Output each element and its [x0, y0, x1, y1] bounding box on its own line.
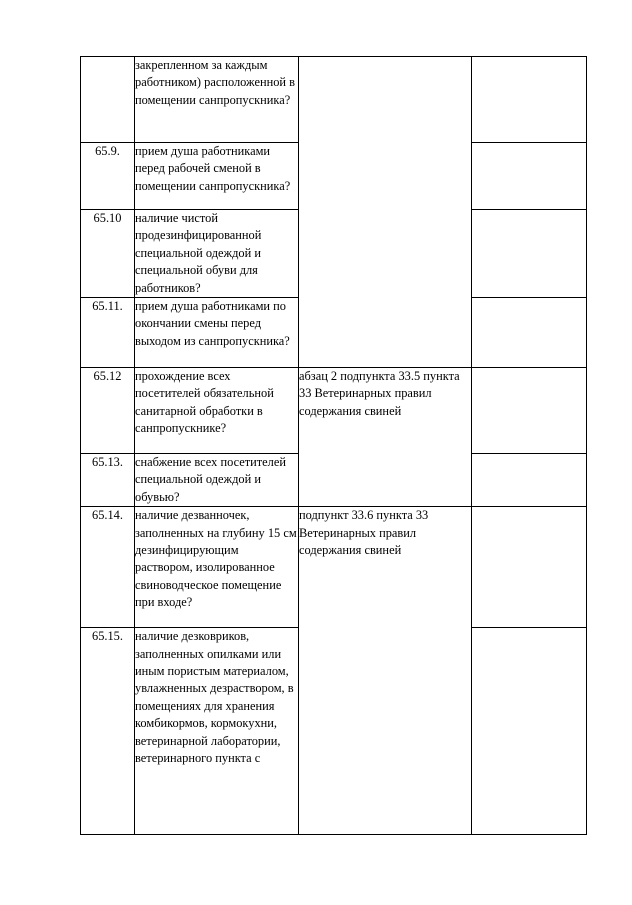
row-number: 65.12	[81, 368, 135, 454]
row-number	[81, 57, 135, 143]
answer-cell	[472, 454, 587, 507]
requirement-text: прием душа работниками перед рабочей сменой в помещении санпропускника?	[135, 143, 299, 210]
row-number: 65.10	[81, 210, 135, 298]
requirement-text: закрепленном за каждым работником) расположенной в помещении санпропускника?	[135, 57, 299, 143]
checklist-table	[80, 56, 587, 835]
row-number: 65.14.	[81, 507, 135, 628]
regulation-reference: абзац 2 подпункта 33.5 пункта 33 Ветеринарных правил содержания свиней	[299, 368, 472, 507]
requirement-text: наличие чистой продезинфицированной специальной одеждой и специальной обуви для работников?	[135, 210, 299, 298]
answer-cell	[472, 143, 587, 210]
answer-cell	[472, 210, 587, 298]
table-row	[81, 507, 587, 628]
row-number: 65.9.	[81, 143, 135, 210]
regulation-reference	[299, 57, 472, 368]
requirement-text: прием душа работниками по окончании смены перед выходом из санпропускника?	[135, 298, 299, 368]
table-row	[81, 57, 587, 143]
table-row	[81, 368, 587, 454]
answer-cell	[472, 298, 587, 368]
answer-cell	[472, 507, 587, 628]
answer-cell	[472, 57, 587, 143]
row-number: 65.13.	[81, 454, 135, 507]
answer-cell	[472, 628, 587, 835]
row-number: 65.15.	[81, 628, 135, 835]
regulation-reference: подпункт 33.6 пункта 33 Ветеринарных правил содержания свиней	[299, 507, 472, 835]
row-number: 65.11.	[81, 298, 135, 368]
requirement-text: наличие дезванночек, заполненных на глубину 15 см дезинфицирующим раствором, изолированное свиноводческое помещение при входе?	[135, 507, 299, 628]
requirement-text: прохождение всех посетителей обязательной санитарной обработки в санпропускнике?	[135, 368, 299, 454]
requirement-text: снабжение всех посетителей специальной одеждой и обувью?	[135, 454, 299, 507]
answer-cell	[472, 368, 587, 454]
requirement-text: наличие дезковриков, заполненных опилками или иным пористым материалом, увлажненных дезраствором, в помещениях для хранения комбикормов, кормокухни, ветеринарной лаборатории, ветеринарного пункта с	[135, 628, 299, 835]
